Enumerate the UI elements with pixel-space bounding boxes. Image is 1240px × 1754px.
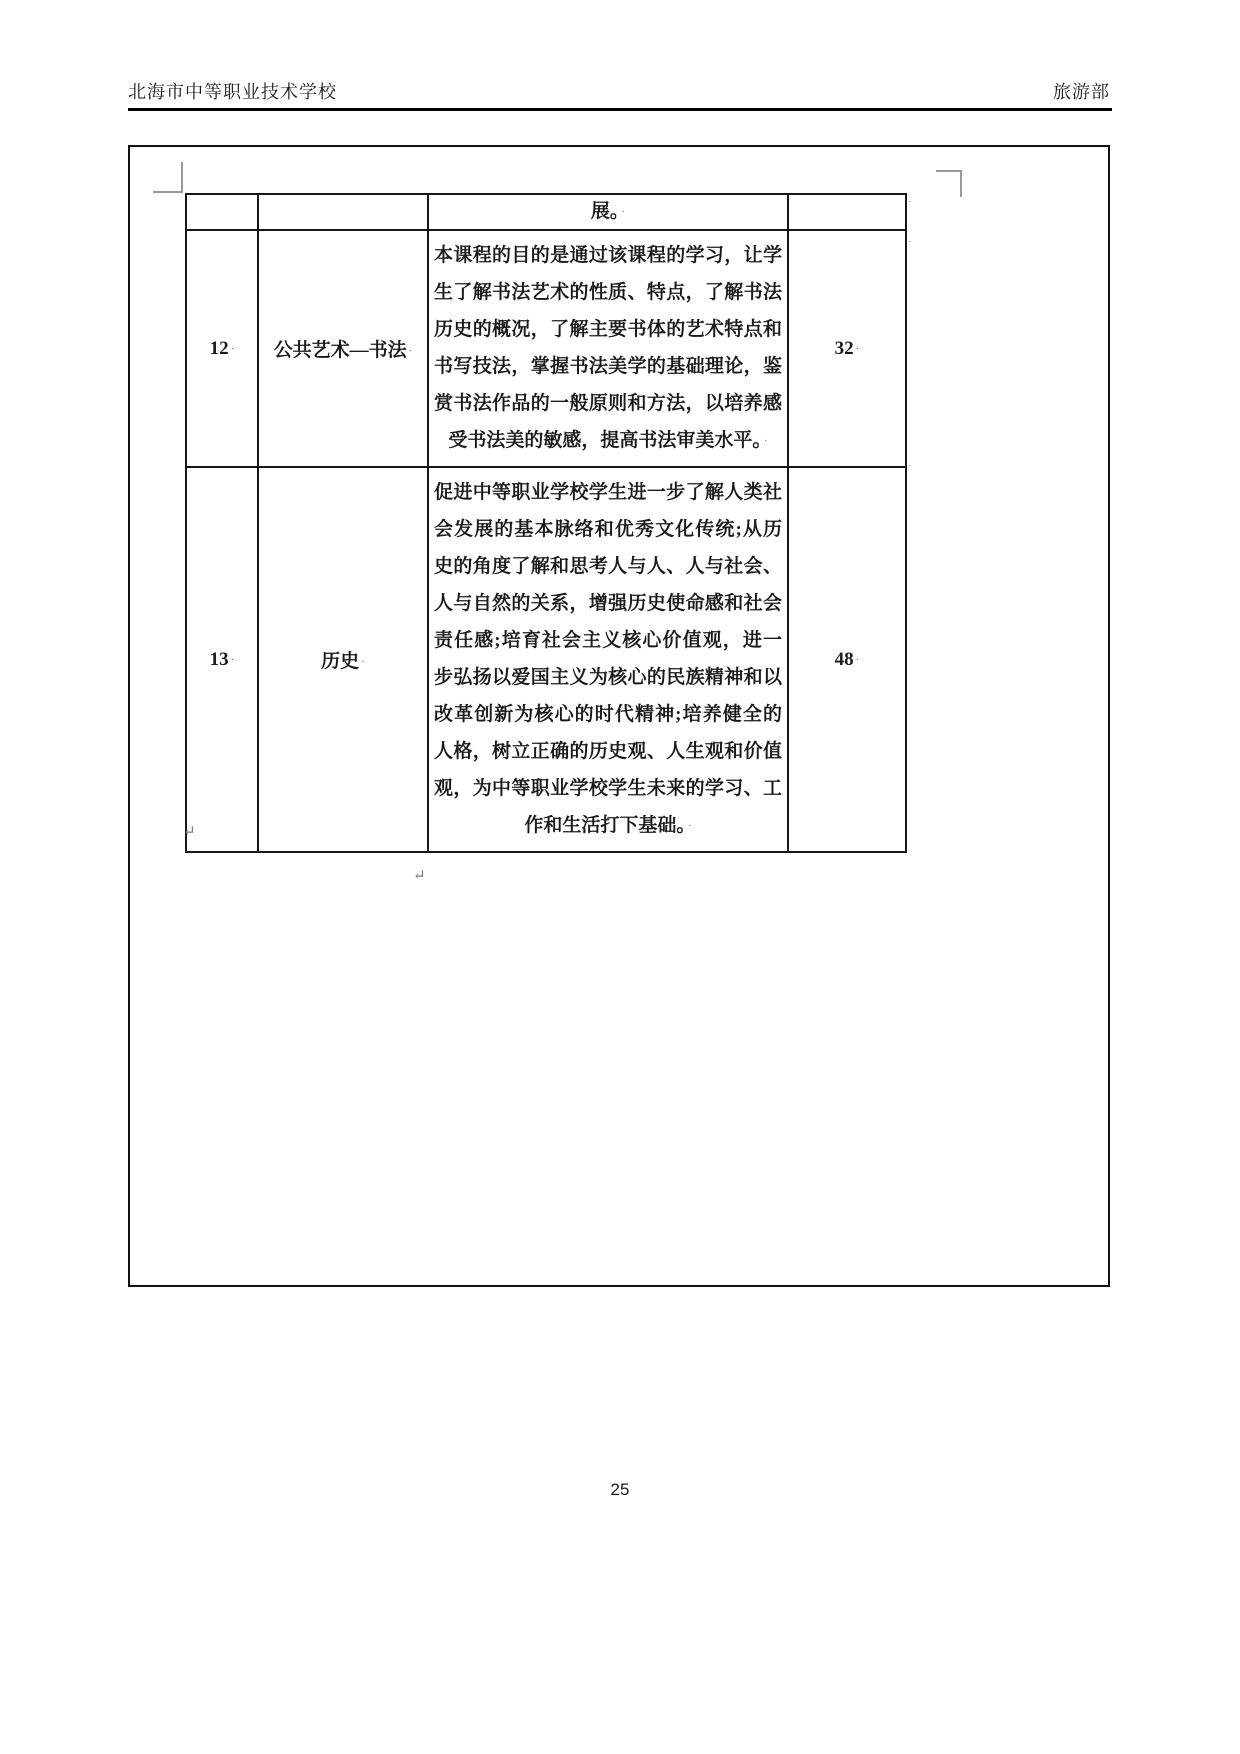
- cell-end-mark: ·: [855, 342, 860, 355]
- row-number: 13: [209, 648, 229, 670]
- table-row: [186, 230, 906, 467]
- course-name-cell: [258, 230, 428, 467]
- text-boundary-mark: [936, 170, 962, 172]
- row-number-cell: [186, 194, 258, 230]
- course-name-cell: [258, 194, 428, 230]
- cell-end-mark: ·: [230, 653, 235, 666]
- cell-end-mark: ·: [855, 653, 860, 666]
- cell-end-mark: ·: [687, 820, 692, 832]
- row-number-cell: [186, 230, 258, 467]
- cell-end-mark: ·: [763, 435, 768, 447]
- row-end-mark: ·: [908, 460, 912, 472]
- course-name: 公共艺术—书法: [273, 340, 407, 361]
- cell-end-mark: ·: [408, 345, 413, 357]
- paragraph-mark: ↵: [183, 824, 196, 840]
- row-number-cell: [186, 467, 258, 852]
- header-school-name: 北海市中等职业技术学校: [128, 82, 337, 102]
- course-name: 历史: [321, 651, 360, 672]
- text-boundary-mark: [181, 162, 183, 193]
- course-description-cell: [428, 194, 788, 230]
- header-department: 旅游部: [1053, 82, 1110, 102]
- row-number: 12: [209, 337, 229, 359]
- course-hours-cell: [788, 467, 906, 852]
- course-hours: 48: [834, 648, 854, 670]
- course-description: 本课程的目的是通过该课程的学习，让学生了解书法艺术的性质、特点，了解书法历史的概况，了解主要书体的艺术特点和书写技法，掌握书法美学的基础理论，鉴赏书法作品的一般原则和方法，以培养感受书法美的敏感，提高书法审美水平。: [434, 245, 782, 451]
- page-number: 25: [610, 1480, 630, 1499]
- course-description: 促进中等职业学校学生进一步了解人类社会发展的基本脉络和优秀文化传统;从历史的角度了解和思考人与人、人与社会、人与自然的关系，增强历史使命感和社会责任感;培育社会主义核心价值观，进一步弘扬以爱国主义为核心的民族精神和以改革创新为核心的时代精神;培养健全的人格，树立正确的历史观、人生观和价值观，为中等职业学校学生未来的学习、工作和生活打下基础。: [434, 482, 782, 836]
- curriculum-table: [185, 193, 907, 853]
- row-end-mark: ·: [908, 196, 912, 208]
- row-end-mark: ·: [908, 236, 912, 248]
- cell-end-mark: ·: [621, 206, 626, 218]
- text-boundary-mark: [153, 191, 182, 193]
- paragraph-mark: ↵: [413, 868, 426, 884]
- header-divider: [128, 108, 1112, 111]
- course-description-cell: [428, 467, 788, 852]
- cell-end-mark: ·: [361, 656, 365, 668]
- course-name-cell: [258, 467, 428, 852]
- course-hours-cell: [788, 194, 906, 230]
- table-row: [186, 467, 906, 852]
- table-row: [186, 194, 906, 230]
- course-hours-cell: [788, 230, 906, 467]
- course-description: 展。: [590, 201, 620, 222]
- course-hours: 32: [834, 337, 854, 359]
- course-description-cell: [428, 230, 788, 467]
- cell-end-mark: ·: [230, 342, 235, 355]
- text-boundary-mark: [960, 170, 962, 197]
